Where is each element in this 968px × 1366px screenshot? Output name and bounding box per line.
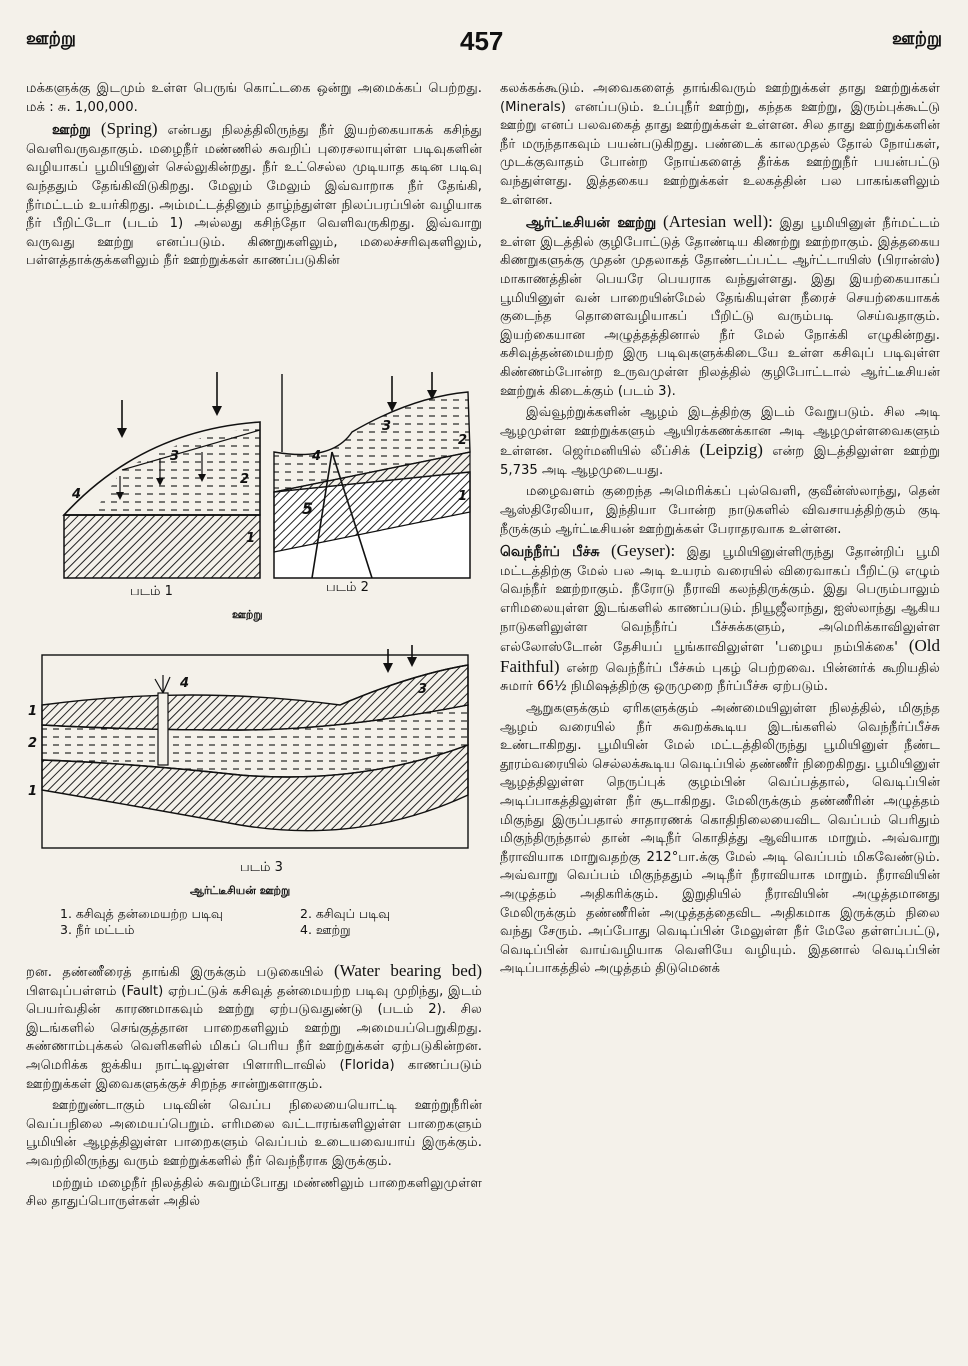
paragraph-artesian <box>500 213 940 401</box>
paragraph-depth <box>500 404 940 480</box>
paragraph: கலக்கக்கூடும். அவைகளைத் தாங்கிவரும் ஊற்றுக்கள் தாது ஊற்றுக்கள் (Minerals) எனப்படும். உப்புநீர் ஊற்று, கந்தக ஊற்று, இரும்புக்கூட்டு ஊற்று எனப் பலவகைத் தாது ஊற்றுக்கள் உள்ளன. சில தாது ஊற்றுக்களின் நீர் மருந்தாகவும் பயன்படுகிறது. பண்டைக் காலமுதல் தோல் நோய்கள், முடக்குவாதம் போன்ற நோய்களைத் தீர்க்க ஊற்றுநீர் பயன்பட்டு வந்துள்ளது. இத்தகைய ஊற்றுக்கள் உலகத்தின் பல பாகங்களிலும் உள்ளன. <box>500 81 940 208</box>
paragraph: மக்களுக்கு இடமும் உள்ள பெருங் கொட்டகை ஒன்று அமைக்கப் பெற்றது. மக் : சு. 1,00,000. <box>26 81 482 115</box>
legend-item: 4. ஊற்று <box>300 922 351 937</box>
term-artesian-english: (Artesian well): <box>663 212 773 232</box>
figure-label: 1 <box>458 489 468 504</box>
left-column-bottom <box>26 962 482 1215</box>
paragraph-text: என்ற இடத்திலுள்ள ஊற்று 5,735 அடி ஆழமுடையது. <box>500 444 940 478</box>
figure-2-caption: படம் 2 <box>326 580 369 595</box>
paragraph-text: இது பூமியினுள் நீர்மட்டம் உள்ள இடத்தில் குழிபோட்டுத் தோண்டிய கிணற்று ஊற்றாகும். இத்தகைய கிணறுகளுக்கு முதன் முதலாகத் தோண்டப்பட்ட ஆர்ட்டாயிஸ் (பிரான்ஸ்) மாகாணத்தின் பெயரே பெயராக வந்துள்ளது. இது இயற்கையாகப் பூமியினுள் வன் பாறையின்மேல் தேங்கியுள்ள நீரைச் செயற்கையாகக் குடைந்த தொளைவழியாகப் பீறிட்டு வரும்படி செய்வதாகும். இயற்கையான அழுத்தத்தினால் நீர் மேல் நோக்கி எழுகின்றது. கசிவுத்தன்மையற்ற இரு படிவுகளுக்கிடையே உள்ள கசிவுப் படிவுள்ள கிண்ணம்போன்ற உருவமுள்ள நிலத்தில் குழிபோட்டால் ஆர்ட்டீசியன் ஊற்றுக் கிடைக்கும் (படம் 3). <box>500 216 940 399</box>
figure-label: 1 <box>28 784 38 799</box>
figure-2 <box>272 372 472 580</box>
paragraph: மழைவளம் குறைந்த அமெரிக்கப் புல்வெளி, குவீன்ஸ்லாந்து, தென் ஆஸ்திரேலியா, இந்தியா போன்ற நாடுகளில் விவசாயத்திற்கும் குடி நீருக்கும் ஆர்ட்டீசியன் ஊற்றுக்கள் பேராதரவாக உள்ளன. <box>500 484 940 537</box>
term-geyser-english: (Geyser): <box>611 541 676 561</box>
page-header <box>0 10 968 56</box>
figures-1-2-title: ஊற்று <box>232 608 263 621</box>
left-column-top <box>26 80 482 274</box>
legend-item: 2. கசிவுப் படிவு <box>300 906 391 921</box>
running-title-right: ஊற்று <box>892 28 942 49</box>
paragraph-text: என்ற வெந்நீர்ப் பீச்சும் புகழ் பெற்றவை. பின்னர்க் கூறியதில் சுமார் 66½ நிமிஷத்திற்கு ஒருமுறை நீர்ப்பீச்சு ஏற்படும். <box>500 660 940 695</box>
figure-3-title: ஆர்ட்டீசியன் ஊற்று <box>190 884 291 897</box>
figure-label: 2 <box>240 472 250 487</box>
term-leipzig: (Leipzig) <box>699 440 763 460</box>
page-number: 457 <box>460 26 504 56</box>
legend-item: 1. கசிவுத் தன்மையற்ற படிவு <box>60 906 223 921</box>
term-spring: ஊற்று <box>52 122 91 139</box>
paragraph: ஊற்றுண்டாகும் படிவின் வெப்ப நிலையையொட்டி ஊற்றுநீரின் வெப்பநிலை அமையப்பெறும். எரிமலை வட்டாரங்களிலுள்ள பாறைகளும் பூமியின் ஆழத்திலுள்ள பாறைகளும் வெப்பம் உடையவையாய் இருக்கும். அவற்றிலிருந்து வரும் ஊற்றுக்களில் நீர் வெந்நீராக இருக்கும். <box>26 1098 482 1169</box>
figure-label: 2 <box>458 433 468 448</box>
legend-item: 3. நீர் மட்டம் <box>60 922 135 937</box>
term-artesian: ஆர்ட்டீசியன் ஊற்று <box>526 215 657 232</box>
figure-label: 1 <box>246 531 256 546</box>
paragraph: மற்றும் மழைநீர் நிலத்தில் சுவறும்போது மண்ணிலும் பாறைகளிலுமுள்ள சில தாதுப்பொருள்கள் அதில் <box>26 1175 482 1210</box>
figure-3-caption: படம் 3 <box>240 860 283 875</box>
figure-label: 3 <box>170 449 180 464</box>
figure-3 <box>28 645 470 850</box>
term-water-bearing-bed: (Water bearing bed) <box>334 961 482 980</box>
figure-label: 4 <box>72 487 82 502</box>
figure-label: 4 <box>312 449 322 464</box>
term-old-faithful: (Old Faithful) <box>500 636 940 676</box>
paragraph-text: பிளவுப்பள்ளம் (Fault) ஏற்பட்டுக் கசிவுத் தன்மையற்ற படிவு முறிந்து, இடம் பெயர்வதின் காரணமாகவும் ஊற்று ஏற்படுவதுண்டு (படம் 2). சில இடங்களில் செங்குத்தான பாறைகளிலும் ஊற்று அமையப்பெறுகிறது. சுண்ணாம்புக்கல் வெளிகளில் மிகப் பெரிய நீர் ஊற்றுக்கள் ஏற்படுகின்றன. அமெரிக்க ஐக்கிய நாட்டிலுள்ள பிளாரிடாவில் (Florida) காணப்படும் ஊற்றுக்கள் இவைகளுக்குச் சிறந்த சான்றுகளாகும். <box>26 983 482 1092</box>
paragraph: ஆறுகளுக்கும் ஏரிகளுக்கும் அண்மையிலுள்ள நிலத்தில், மிகுந்த ஆழம் வரையில் நீர் சுவறக்கூடிய இடங்களில் வெந்நீர்ப்பீச்சு உண்டாகிறது. பூமியின் மேல் மட்டத்திலிருந்து பூமியினுள் நீண்ட தூரம்வரையில் செல்லக்கூடிய வெடிப்பில் தண்ணீர் நிறைகிறது. பூமியினுள் ஆழத்திலுள்ள நெருப்புக் குழம்பின் வெப்பத்தால், வெடிப்பின் அடிப்பாகத்திலுள்ள நீர் சூடாகிறது. மேலிருக்கும் தண்ணீரின் அழுத்தம் மிகுந்து இருப்பதால் சாதாரணக் கொதிநிலையைவிட வெப்பம் பெரிதும் மிகுந்திருந்தால் தான் அடிநீர் கொதித்து ஆவியாக மாறும். அவ்வாறு நீராவியாக மாறுவதற்கு 212°பா.க்கு மேல் அடி வெப்பம் மிகவேண்டும். அவ்வாறு வெப்பம் மிகுந்ததும் அடிநீர் நீராவியாக மாறும். நீராவியின் அழுத்தம் அதிகரிக்கும். இறுதியில் நீராவியின் அழுத்தமானது மேலிருக்கும் தண்ணீரின் அழுத்தத்தைவிட அதிகமாக இருக்கும் நிலை வந்து சேரும். அப்போது வெடிப்பின் மேலுள்ள நீர் மேலே தள்ளப்பட்டு, வெடிப்பின் வாய்வழியாக வெளியே வழியும். இதனால் வெடிப்பின் அடிப்பாகத்தில் அழுத்தம் திடுமெனக் <box>500 701 940 977</box>
figure-label: 5 <box>302 499 314 518</box>
figure-label: 3 <box>418 682 428 697</box>
figure-label: 2 <box>28 736 38 751</box>
paragraph-text: என்பது நிலத்திலிருந்து நீர் இயற்கையாகக் கசிந்து வெளிவருவதாகும். மழைநீர் மண்ணில் சுவறிப் புரைசலாயுள்ள படிவுகளின் வழியாகப் பூமியினுள் செல்லுகின்றது. நீர் உட்செல்ல முடியாத கடின படிவு வந்ததும் தேங்கிவிடுகிறது. மேலும் மேலும் இவ்வாறாக நீர் தேங்கி, நீர்மட்டம் உயர்கிறது. அம்மட்டத்தினும் தாழ்ந்துள்ள நிலப்பரப்பின் வழியாக நீர் பீறிட்டோ (படம் 1) அல்லது கசிந்தோ வெளிவருகிறது. இவ்வாறு வருவது ஊற்று எனப்படும். கிணறுகளிலும், மலைச்சரிவுகளிலும், பள்ளத்தாக்குக்களிலும் நீர் ஊற்றுக்கள் காணப்படுகின் <box>26 123 482 269</box>
running-title-left: ஊற்று <box>26 28 76 49</box>
paragraph-text: இது பூமியினுள்ளிருந்து தோன்றிப் பூமி மட்டத்திற்கு மேல் பல அடி உயரம் வரையில் விரைவாகப் பீறிட்டு எழும் வெந்நீர் ஊற்றாகும். நீரோடு நீராவி கலந்திருக்கும். இது பெரும்பாலும் எரிமலையுள்ள இடங்களில் காணப்படும். நியூஜீலாந்து, ஐஸ்லாந்து ஆகிய நாடுகளிலுள்ள வெந்நீர்ப் பீச்சுக்களும், அமெரிக்காவிலுள்ள எல்லோஸ்டோன் தேசியப் பூங்காவிலுள்ள 'பழைய நம்பிக்கை' <box>500 545 940 656</box>
figure-label: 1 <box>28 704 38 719</box>
paragraph-text: இவ்வூற்றுக்களின் ஆழம் இடத்திற்கு இடம் வேறுபடும். சில அடி ஆழமுள்ள ஊற்றுக்களும் ஆயிரக்கணக்கான அடி ஆழமுள்ளவைகளும் உள்ளன. ஜெர்மனியில் லீப்சிக் <box>500 405 940 460</box>
paragraph-text: றன. தண்ணீரைத் தாங்கி இருக்கும் படுகையில் <box>26 965 324 980</box>
term-geyser: வெந்நீர்ப் பீச்சு <box>500 544 600 561</box>
term-spring-english: (Spring) <box>100 119 158 139</box>
figure-1 <box>62 370 262 580</box>
paragraph-fault <box>26 962 482 1094</box>
figure-label: 3 <box>382 419 392 434</box>
right-column <box>500 80 940 982</box>
figure-label: 4 <box>180 676 190 691</box>
paragraph-geyser <box>500 542 940 697</box>
figure-1-caption: படம் 1 <box>130 584 173 599</box>
paragraph-spring <box>26 120 482 271</box>
